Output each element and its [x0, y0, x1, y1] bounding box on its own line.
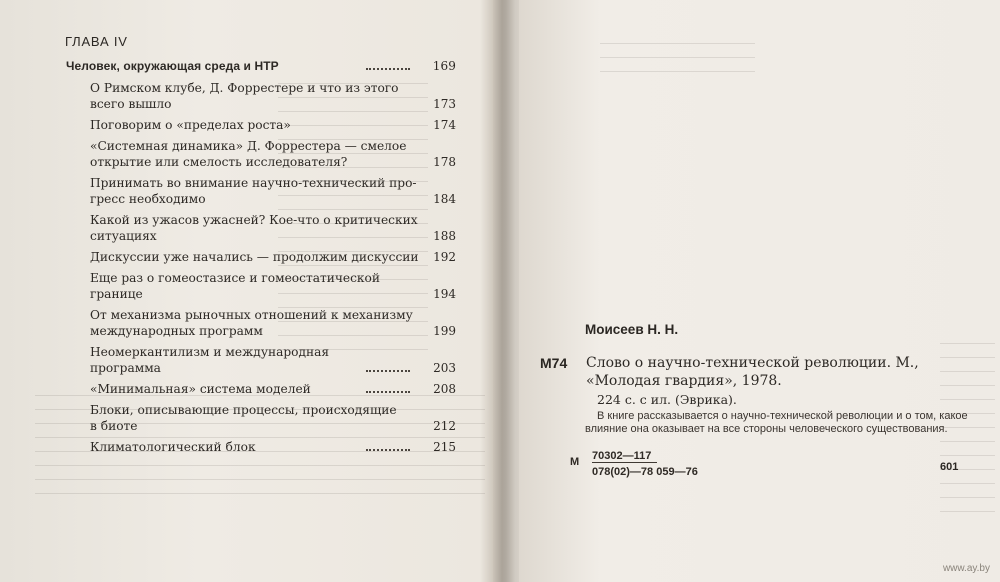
toc-title: Какой из ужасов ужасней? Кое-что о критических ситуациях	[90, 213, 418, 243]
toc-entry	[66, 80, 456, 112]
toc-page-number: 194	[433, 287, 456, 301]
book-summary: В книге рассказывается о научно-технической революции и о том, какое влияние она оказывает на все стороны человеческого существования.	[585, 410, 968, 435]
toc-page-number: 212	[433, 419, 456, 433]
toc-title: Блоки, описывающие процессы, происходящие в биоте	[90, 403, 397, 433]
toc-entry	[66, 381, 456, 397]
catalog-code: М74	[540, 355, 568, 371]
physical-description: 224 с. с ил. (Эврика).	[597, 392, 737, 407]
toc-title: Принимать во внимание научно-технический про- гресс необходимо	[90, 176, 417, 206]
author-name: Моисеев Н. Н.	[585, 322, 679, 337]
index-top-line	[592, 450, 698, 466]
index-code	[592, 450, 698, 482]
toc-entry	[66, 175, 456, 207]
toc-title: От механизма рыночных отношений к механизму международных программ	[90, 308, 413, 338]
toc-entry	[66, 307, 456, 339]
index-bottom-line	[592, 466, 698, 482]
toc-page-number: 188	[433, 229, 456, 243]
toc-page-number: 173	[433, 97, 456, 111]
toc-leader-dots	[366, 68, 410, 70]
toc-entry	[66, 270, 456, 302]
index-numerator: 70302—117	[592, 450, 657, 463]
toc-page-number: 208	[433, 382, 456, 396]
index-denominator: 078(02)—78	[592, 466, 654, 478]
toc-title: Еще раз о гомеостазисе и гомеостатической границе	[90, 271, 381, 301]
table-of-contents	[66, 58, 456, 460]
right-page	[500, 0, 1000, 582]
toc-entry	[66, 439, 456, 455]
toc-page-number: 169	[432, 59, 456, 73]
toc-title: О Римском клубе, Д. Форрестере и что из этого всего вышло	[90, 81, 399, 111]
toc-page-number: 215	[433, 440, 456, 454]
toc-entry	[66, 344, 456, 376]
toc-page-number: 203	[433, 361, 456, 375]
toc-entry	[66, 138, 456, 170]
toc-title: «Минимальная» система моделей	[90, 382, 311, 396]
toc-leader-dots	[366, 449, 410, 451]
toc-page-number: 199	[433, 324, 456, 338]
toc-entry	[66, 249, 456, 265]
toc-leader-dots	[366, 391, 410, 393]
toc-page-number: 184	[433, 192, 456, 206]
toc-page-number: 178	[433, 155, 456, 169]
toc-title: Дискуссии уже начались — продолжим дискуссии	[90, 250, 419, 264]
toc-title: Поговорим о «пределах роста»	[90, 118, 291, 132]
book-title: Слово о научно-технической революции. М., «Молодая гвардия», 1978.	[586, 355, 919, 389]
watermark-text: www.ay.by	[942, 563, 990, 574]
toc-title: Неомеркантилизм и международная программа	[90, 345, 330, 375]
toc-title: Климатологический блок	[90, 440, 256, 454]
toc-leader-dots	[366, 370, 410, 372]
toc-page-number: 192	[433, 250, 456, 264]
index-suffix: 059—76	[656, 466, 698, 478]
toc-entry	[66, 58, 456, 74]
toc-page-number: 174	[433, 118, 456, 132]
toc-title: Человек, окружающая среда и НТР	[66, 59, 279, 73]
index-prefix: М	[570, 456, 580, 468]
toc-entry	[66, 212, 456, 244]
toc-entry	[66, 117, 456, 133]
price-code: 601	[940, 461, 959, 473]
toc-title: «Системная динамика» Д. Форрестера — смелое открытие или смелость исследователя?	[90, 139, 407, 169]
chapter-heading: ГЛАВА IV	[65, 34, 128, 49]
toc-entry	[66, 402, 456, 434]
